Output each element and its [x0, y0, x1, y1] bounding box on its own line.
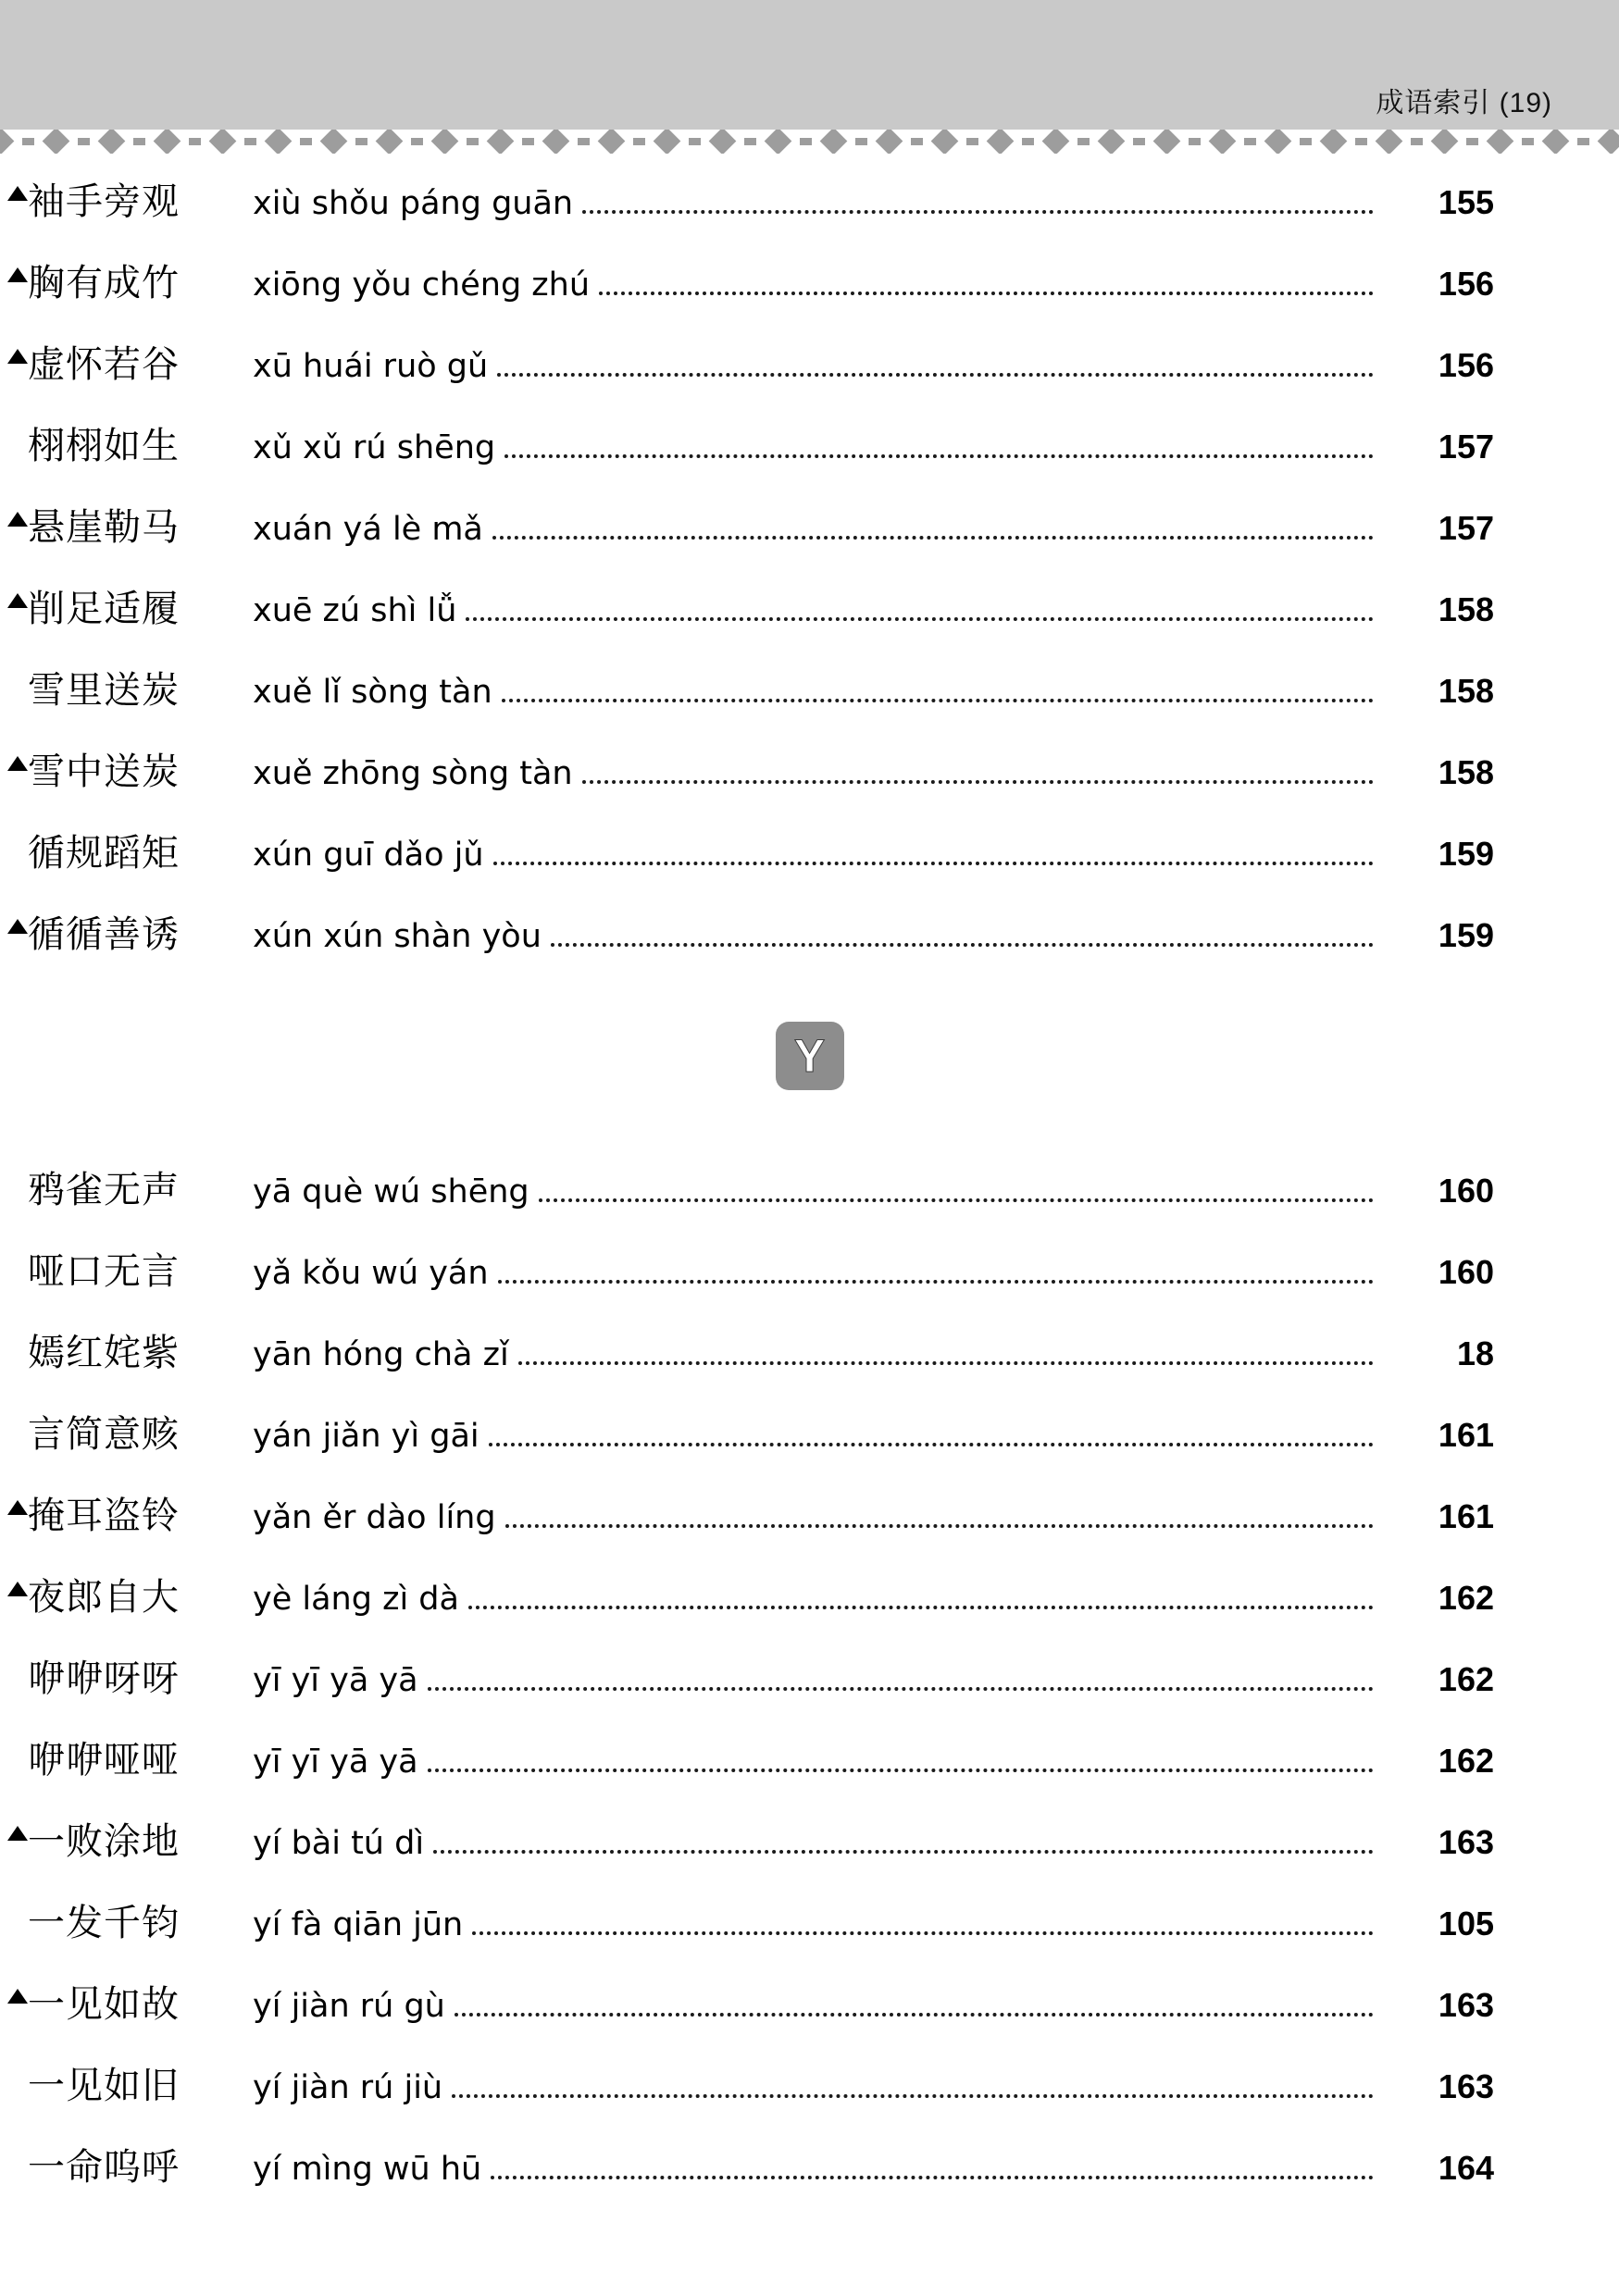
entry-page-number: 163	[1438, 1986, 1494, 2024]
decorative-diamond	[1411, 138, 1423, 145]
leader-dots	[497, 372, 1374, 377]
decorative-diamond	[689, 138, 701, 145]
decorative-diamond	[1133, 138, 1145, 145]
entry-page-number: 157	[1438, 509, 1494, 547]
decorative-diamond	[1431, 130, 1459, 154]
entry-marker-cell	[0, 606, 28, 626]
decorative-diamond	[542, 130, 570, 154]
entry-page-number: 158	[1438, 672, 1494, 710]
entry-idiom: 一见如故	[28, 1983, 180, 2026]
entry-marker-cell	[0, 1269, 28, 1288]
decorative-diamond	[133, 138, 145, 145]
entry-pinyin: yí mìng wū hū	[253, 2151, 482, 2188]
entry-page-number: 163	[1438, 2067, 1494, 2105]
leader-dots	[504, 453, 1374, 458]
index-entry[interactable]	[0, 742, 1619, 824]
entry-idiom: 一发千钧	[28, 1902, 180, 1944]
index-entry[interactable]	[0, 1568, 1619, 1649]
decorative-diamond	[320, 130, 348, 154]
decorative-diamond	[300, 138, 312, 145]
leader-dots	[428, 1686, 1374, 1691]
entry-marker-cell	[0, 443, 28, 463]
entry-pinyin: yí jiàn rú jiù	[253, 2069, 443, 2106]
entry-marker-cell	[0, 525, 28, 544]
entry-marker-cell	[0, 2083, 28, 2103]
entry-page-number: 158	[1438, 753, 1494, 791]
index-entry[interactable]	[0, 1893, 1619, 1975]
decorative-diamond	[1153, 130, 1181, 154]
decorative-diamond	[1042, 130, 1070, 154]
index-entry[interactable]	[0, 498, 1619, 579]
entry-idiom: 一命呜呼	[28, 2146, 180, 2189]
section-letter-text: Y	[793, 1030, 826, 1082]
entry-pinyin: yǎn ěr dào líng	[253, 1499, 496, 1536]
entry-page-number: 156	[1438, 265, 1494, 303]
decorative-strip	[0, 130, 1619, 154]
triangle-marker-icon	[7, 593, 28, 608]
entry-idiom: 雪中送炭	[28, 751, 180, 793]
decorative-diamond	[1022, 138, 1034, 145]
index-entry[interactable]	[0, 172, 1619, 254]
entry-marker-cell	[0, 1350, 28, 1370]
index-entry[interactable]	[0, 1731, 1619, 1812]
entry-idiom: 嫣红姹紫	[28, 1332, 180, 1374]
decorative-diamond	[765, 130, 792, 154]
decorative-diamond	[411, 138, 423, 145]
decorative-diamond	[876, 130, 903, 154]
entry-marker-cell	[0, 199, 28, 218]
entry-marker-cell	[0, 688, 28, 707]
decorative-diamond	[911, 138, 923, 145]
triangle-marker-icon	[7, 1582, 28, 1596]
decorative-diamond	[855, 138, 867, 145]
entry-marker-cell	[0, 280, 28, 300]
index-entry[interactable]	[0, 1975, 1619, 2056]
decorative-diamond	[1264, 130, 1292, 154]
entry-marker-cell	[0, 1757, 28, 1777]
entry-marker-cell	[0, 1432, 28, 1451]
index-entry[interactable]	[0, 416, 1619, 498]
section-letter-block	[0, 987, 1619, 1125]
entry-idiom: 咿咿呀呀	[28, 1657, 180, 1700]
entry-idiom: 循循善诱	[28, 913, 180, 956]
triangle-marker-icon	[7, 349, 28, 364]
leader-dots	[489, 1442, 1374, 1446]
entry-idiom: 言简意赅	[28, 1413, 180, 1456]
decorative-diamond	[431, 130, 459, 154]
triangle-marker-icon	[7, 756, 28, 771]
leader-dots	[492, 535, 1374, 540]
entry-page-number: 160	[1438, 1172, 1494, 1210]
entry-idiom: 削足适履	[28, 588, 180, 630]
entry-pinyin: yī yī yā yā	[253, 1744, 418, 1781]
decorative-diamond	[209, 130, 237, 154]
entry-page-number: 164	[1438, 2149, 1494, 2187]
decorative-diamond	[244, 138, 256, 145]
decorative-diamond	[487, 130, 515, 154]
index-entry[interactable]	[0, 254, 1619, 335]
entry-marker-cell	[0, 1839, 28, 1858]
leader-dots	[539, 1198, 1374, 1202]
index-entry[interactable]	[0, 1812, 1619, 1893]
entry-pinyin: yā què wú shēng	[253, 1173, 529, 1210]
decorative-diamond	[598, 130, 626, 154]
triangle-marker-icon	[7, 919, 28, 934]
leader-dots	[468, 1605, 1374, 1609]
entry-page-number: 18	[1456, 1334, 1494, 1372]
entry-page-number: 162	[1438, 1660, 1494, 1698]
entry-page-number: 160	[1438, 1253, 1494, 1291]
entry-page-number: 159	[1438, 835, 1494, 873]
index-entry[interactable]	[0, 1405, 1619, 1486]
entry-pinyin: xǔ xǔ rú shēng	[253, 429, 496, 466]
entry-pinyin: xuán yá lè mǎ	[253, 511, 483, 548]
entry-pinyin: yān hóng chà zǐ	[253, 1336, 509, 1373]
leader-dots	[455, 2012, 1374, 2017]
entry-marker-cell	[0, 850, 28, 870]
entry-idiom: 雪里送炭	[28, 669, 180, 712]
leader-dots	[498, 1279, 1374, 1284]
decorative-diamond	[1577, 138, 1589, 145]
decorative-diamond	[265, 130, 293, 154]
entry-pinyin: yán jiǎn yì gāi	[253, 1418, 479, 1455]
decorative-diamond	[78, 138, 90, 145]
triangle-marker-icon	[7, 267, 28, 282]
leader-dots	[452, 2093, 1374, 2098]
leader-dots	[582, 779, 1374, 784]
triangle-marker-icon	[7, 1826, 28, 1841]
section-letter-badge	[776, 1022, 844, 1090]
decorative-diamond	[22, 138, 34, 145]
entry-idiom: 栩栩如生	[28, 425, 180, 467]
decorative-diamond	[522, 138, 534, 145]
decorative-diamond	[987, 130, 1015, 154]
section-spacer	[0, 1125, 1619, 1160]
entry-idiom: 袖手旁观	[28, 180, 180, 223]
decorative-diamond	[633, 138, 645, 145]
entry-page-number: 161	[1438, 1497, 1494, 1535]
entry-page-number: 155	[1438, 183, 1494, 221]
entry-page-number: 105	[1438, 1905, 1494, 1942]
page-header-title: 成语索引 (19)	[1376, 88, 1552, 118]
decorative-diamond	[98, 130, 126, 154]
entry-idiom: 一败涂地	[28, 1820, 180, 1863]
entry-marker-cell	[0, 1920, 28, 1940]
entry-pinyin: yí bài tú dì	[253, 1825, 425, 1862]
entry-pinyin: xiōng yǒu chéng zhú	[253, 267, 591, 304]
decorative-diamond	[1466, 138, 1478, 145]
decorative-diamond	[1320, 130, 1348, 154]
index-entry[interactable]	[0, 905, 1619, 987]
leader-dots	[491, 2175, 1374, 2179]
entry-marker-cell	[0, 2002, 28, 2021]
entry-idiom: 鸦雀无声	[28, 1169, 180, 1211]
decorative-diamond	[931, 130, 959, 154]
index-entry[interactable]	[0, 2056, 1619, 2138]
triangle-marker-icon	[7, 1500, 28, 1515]
entry-pinyin: yè láng zì dà	[253, 1581, 459, 1618]
leader-dots	[428, 1768, 1374, 1772]
entry-idiom: 循规蹈矩	[28, 832, 180, 875]
decorative-diamond	[1376, 130, 1403, 154]
entry-page-number: 161	[1438, 1416, 1494, 1454]
decorative-diamond	[1598, 130, 1619, 154]
leader-dots	[466, 616, 1374, 621]
entry-page-number: 162	[1438, 1579, 1494, 1617]
leader-dots	[433, 1849, 1374, 1854]
index-list	[0, 172, 1619, 2219]
decorative-diamond	[966, 138, 978, 145]
entry-idiom: 夜郎自大	[28, 1576, 180, 1619]
entry-marker-cell	[0, 1676, 28, 1695]
decorative-diamond	[800, 138, 812, 145]
entry-pinyin: yī yī yā yā	[253, 1662, 418, 1699]
index-entry[interactable]	[0, 579, 1619, 661]
entry-idiom: 悬崖勒马	[28, 506, 180, 549]
index-entry[interactable]	[0, 335, 1619, 416]
leader-dots	[505, 1523, 1374, 1528]
entry-pinyin: xū huái ruò gǔ	[253, 348, 489, 385]
leader-dots	[502, 698, 1374, 702]
entry-pinyin: xiù shǒu páng guān	[253, 185, 574, 222]
entry-marker-cell	[0, 1595, 28, 1614]
entry-pinyin: xuē zú shì lǚ	[253, 592, 457, 629]
index-entry[interactable]	[0, 1323, 1619, 1405]
entry-idiom: 哑口无言	[28, 1250, 180, 1293]
decorative-diamond	[1355, 138, 1367, 145]
decorative-diamond	[1487, 130, 1514, 154]
entry-pinyin: xuě lǐ sòng tàn	[253, 674, 492, 711]
entry-pinyin: xún xún shàn yòu	[253, 918, 542, 955]
decorative-diamond	[1244, 138, 1256, 145]
entry-idiom: 一见如旧	[28, 2065, 180, 2107]
entry-page-number: 159	[1438, 916, 1494, 954]
entry-marker-cell	[0, 769, 28, 788]
decorative-diamond	[578, 138, 590, 145]
decorative-diamond	[43, 130, 70, 154]
decorative-diamond	[654, 130, 681, 154]
decorative-diamond	[1209, 130, 1237, 154]
entry-idiom: 虚怀若谷	[28, 343, 180, 386]
leader-dots	[472, 1930, 1374, 1935]
leader-dots	[599, 291, 1374, 295]
decorative-diamond	[1522, 138, 1534, 145]
entry-pinyin: xuě zhōng sòng tàn	[253, 755, 573, 792]
entry-page-number: 158	[1438, 590, 1494, 628]
leader-dots	[493, 861, 1374, 865]
decorative-diamond	[189, 138, 201, 145]
entry-page-number: 156	[1438, 346, 1494, 384]
index-list-bottom	[0, 1160, 1619, 2219]
triangle-marker-icon	[7, 186, 28, 201]
index-entry[interactable]	[0, 824, 1619, 905]
decorative-diamond	[1300, 138, 1312, 145]
entry-marker-cell	[0, 932, 28, 951]
entry-page-number: 163	[1438, 1823, 1494, 1861]
entry-page-number: 162	[1438, 1742, 1494, 1780]
leader-dots	[518, 1360, 1374, 1365]
index-entry[interactable]	[0, 1649, 1619, 1731]
decorative-diamond	[744, 138, 756, 145]
decorative-diamond	[355, 138, 367, 145]
decorative-diamond	[467, 138, 479, 145]
decorative-diamond	[1542, 130, 1570, 154]
index-entry[interactable]	[0, 1160, 1619, 1242]
decorative-diamond	[376, 130, 404, 154]
entry-pinyin: yǎ kǒu wú yán	[253, 1255, 489, 1292]
decorative-diamond	[1189, 138, 1201, 145]
entry-marker-cell	[0, 1513, 28, 1533]
decorative-diamond	[1077, 138, 1090, 145]
index-entry[interactable]	[0, 661, 1619, 742]
entry-marker-cell	[0, 2165, 28, 2184]
decorative-diamond	[1098, 130, 1126, 154]
entry-marker-cell	[0, 362, 28, 381]
triangle-marker-icon	[7, 512, 28, 527]
decorative-diamond	[0, 130, 14, 154]
decorative-diamond	[154, 130, 181, 154]
leader-dots	[551, 942, 1374, 947]
entry-idiom: 咿咿哑哑	[28, 1739, 180, 1781]
entry-page-number: 157	[1438, 428, 1494, 465]
index-list-top	[0, 172, 1619, 987]
entry-idiom: 掩耳盗铃	[28, 1495, 180, 1537]
index-entry[interactable]	[0, 1242, 1619, 1323]
entry-pinyin: xún guī dǎo jǔ	[253, 837, 484, 874]
entry-pinyin: yí jiàn rú gù	[253, 1988, 445, 2025]
decorative-diamond	[709, 130, 737, 154]
entry-pinyin: yí fà qiān jūn	[253, 1906, 464, 1943]
decorative-diamond	[820, 130, 848, 154]
leader-dots	[582, 209, 1374, 214]
entry-marker-cell	[0, 1187, 28, 1207]
index-entry[interactable]	[0, 2138, 1619, 2219]
index-entry[interactable]	[0, 1486, 1619, 1568]
triangle-marker-icon	[7, 1989, 28, 2004]
entry-idiom: 胸有成竹	[28, 262, 180, 304]
